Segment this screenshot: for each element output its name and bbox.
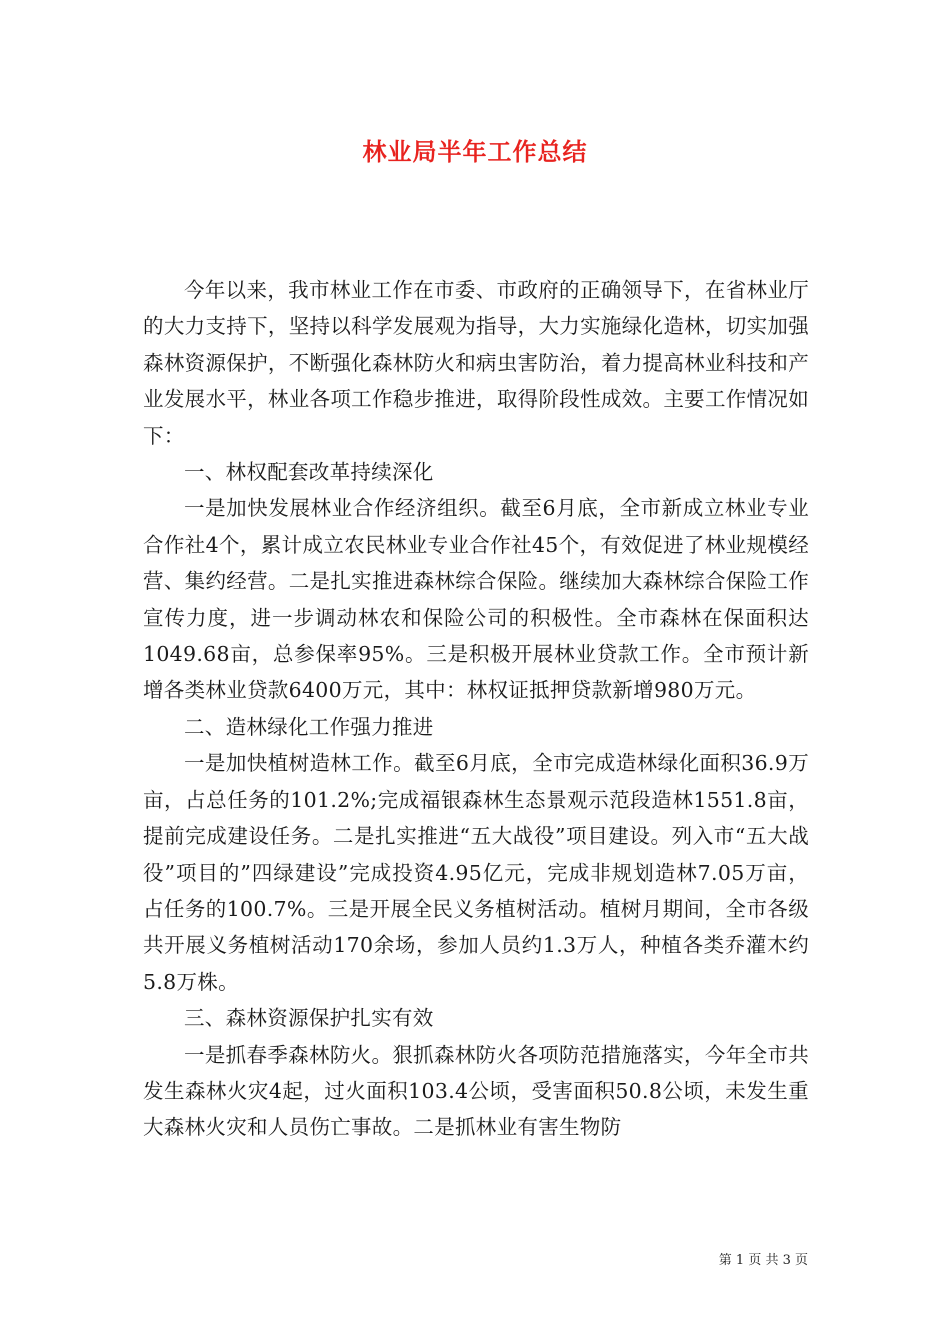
section-heading-2: 二、造林绿化工作强力推进 <box>184 714 434 739</box>
section-heading-1: 一、林权配套改革持续深化 <box>184 460 434 485</box>
intro-paragraph: 今年以来，我市林业工作在市委、市政府的正确领导下，在省林业厅的大力支持下，坚持以科学发展观为指导，大力实施绿化造林，切实加强森林资源保护，不断强化森林防火和病虫害防治，着力提高林业科技和产业发展水平，林业各项工作稳步推进，取得阶段性成效。主要工作情况如下： <box>143 278 809 448</box>
section-heading-3: 三、森林资源保护扎实有效 <box>184 1006 434 1031</box>
page-number-footer: 第 1 页 共 3 页 <box>718 1253 808 1268</box>
section-paragraph-2: 一是加快植树造林工作。截至6月底，全市完成造林绿化面积36.9万亩，占总任务的101.2%;完成福银森林生态景观示范段造林1551.8亩，提前完成建设任务。二是扎实推进“五大战役”项目建设。列入市“五大战役”项目的”四绿建设”完成投资4.95亿元，完成非规划造林7.05万亩，占任务的100.7%。三是开展全民义务植树活动。植树月期间，全市各级共开展义务植树活动170余场，参加人员约1.3万人，种植各类乔灌木约5.8万株。 <box>143 751 809 994</box>
section-paragraph-3: 一是抓春季森林防火。狠抓森林防火各项防范措施落实，今年全市共发生森林火灾4起，过火面积103.4公顷，受害面积50.8公顷，未发生重大森林火灾和人员伤亡事故。二是抓林业有害生物防 <box>143 1042 809 1140</box>
document-title: 林业局半年工作总结 <box>362 137 588 166</box>
document-body <box>143 272 809 1146</box>
section-paragraph-1: 一是加快发展林业合作经济组织。截至6月底，全市新成立林业专业合作社4个，累计成立农民林业专业合作社45个，有效促进了林业规模经营、集约经营。二是扎实推进森林综合保险。继续加大森林综合保险工作宣传力度，进一步调动林农和保险公司的积极性。全市森林在保面积达1049.68亩，总参保率95%。三是积极开展林业贷款工作。全市预计新增各类林业贷款6400万元，其中：林权证抵押贷款新增980万元。 <box>143 496 809 703</box>
